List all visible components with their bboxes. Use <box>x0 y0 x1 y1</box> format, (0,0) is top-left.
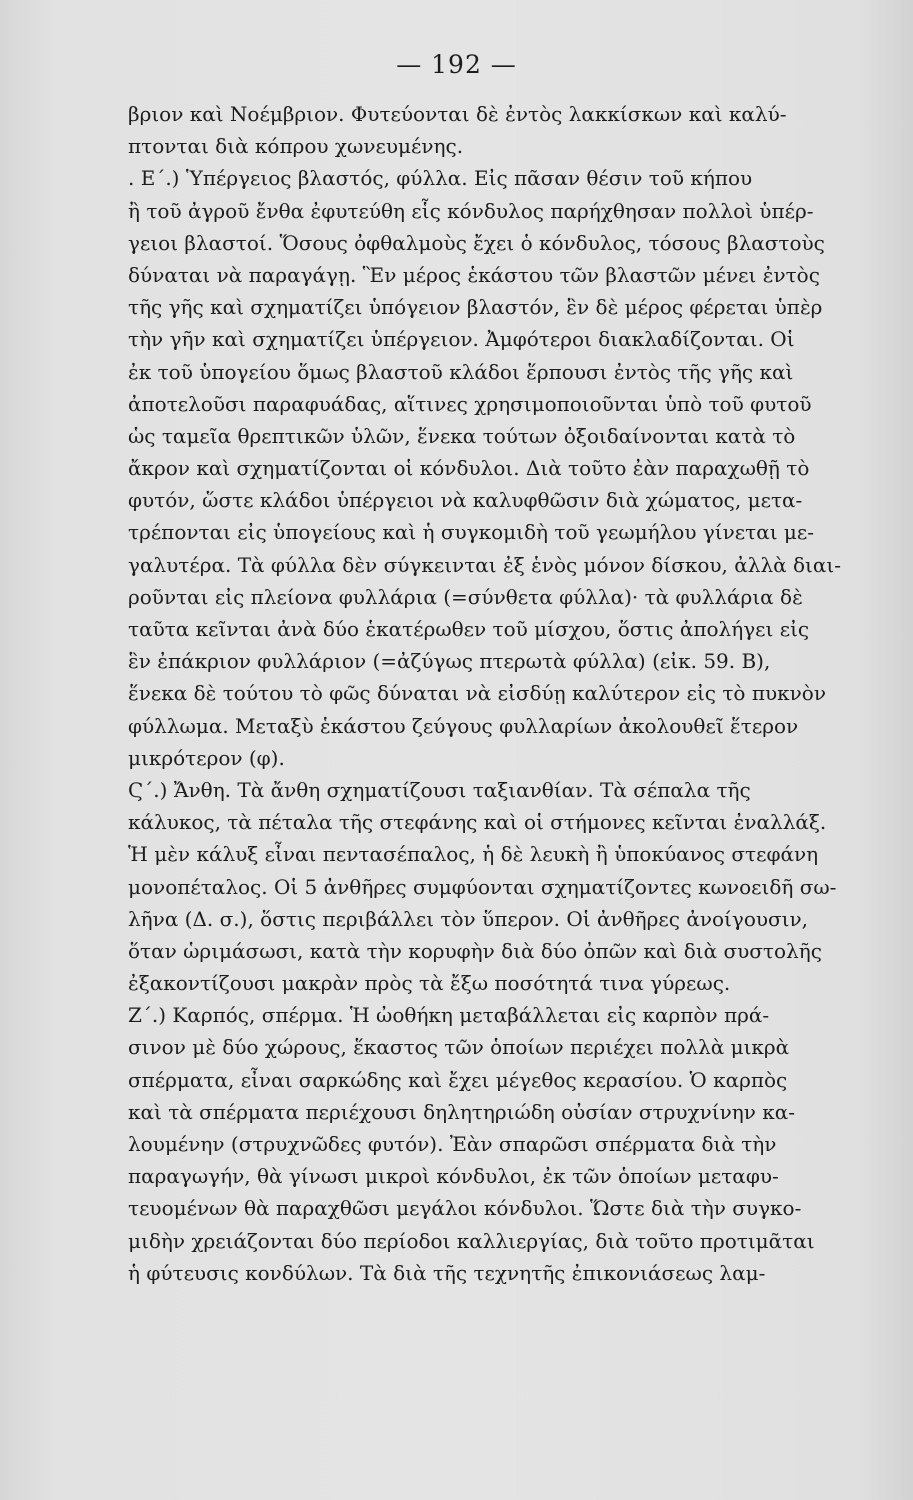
text-line: σπέρματα, εἶναι σαρκώδης καὶ ἔχει μέγεθος κερασίου. Ὁ καρπὸς <box>128 1067 788 1092</box>
text-line: τὴν γῆν καὶ σχηματίζει ὑπέργειον. Ἀμφότεροι διακλαδίζονται. Οἱ <box>128 327 795 352</box>
section-heading-line: . Ε΄.) Ὑπέργειος βλαστός, φύλλα. Εἰς πᾶσαν θέσιν τοῦ κήπου <box>128 166 753 191</box>
body-text <box>128 98 903 1289</box>
text-line: δύναται νὰ παραγάγῃ. Ἓν μέρος ἑκάστου τῶν βλαστῶν μένει ἐντὸς <box>128 262 820 287</box>
text-line: ἕνεκα δὲ τούτου τὸ φῶς δύναται νὰ εἰσδύῃ καλύτερον εἰς τὸ πυκνὸν <box>128 681 826 706</box>
text-line: ὅταν ὡριμάσωσι, κατὰ τὴν κορυφὴν διὰ δύο ὀπῶν καὶ διὰ συστολῆς <box>128 938 822 963</box>
section-heading-line: Ζ΄.) Καρπός, σπέρμα. Ἡ ὠοθήκη μεταβάλλεται εἰς καρπὸν πρά- <box>128 1003 770 1028</box>
text-line: παραγωγήν, θὰ γίνωσι μικροὶ κόνδυλοι, ἐκ τῶν ὁποίων μεταφυ- <box>128 1164 779 1189</box>
text-line: ροῦνται εἰς πλείονα φυλλάρια (=σύνθετα φύλλα)· τὰ φυλλάρια δὲ <box>128 584 803 609</box>
text-line: φυτόν, ὥστε κλάδοι ὑπέργειοι νὰ καλυφθῶσιν διὰ χώματος, μετα- <box>128 488 803 513</box>
text-line: τρέπονται εἰς ὑπογείους καὶ ἡ συγκομιδὴ τοῦ γεωμήλου γίνεται με- <box>128 520 815 545</box>
text-line: φύλλωμα. Μεταξὺ ἑκάστου ζεύγους φυλλαρίων ἀκολουθεῖ ἕτερον <box>128 713 799 738</box>
text-line: γειοι βλαστοί. Ὅσους ὀφθαλμοὺς ἔχει ὁ κόνδυλος, τόσους βλαστοὺς <box>128 230 825 255</box>
text-line: ἐκ τοῦ ὑπογείου ὅμως βλαστοῦ κλάδοι ἕρπουσι ἐντὸς τῆς γῆς καὶ <box>128 359 794 384</box>
text-line: λῆνα (Δ. σ.), ὅστις περιβάλλει τὸν ὕπερον. Οἱ ἀνθῆρες ἀνοίγουσιν, <box>128 906 809 931</box>
text-line: Ἡ μὲν κάλυξ εἶναι πεντασέπαλος, ἡ δὲ λευκὴ ἢ ὑποκύανος στεφάνη <box>128 842 819 867</box>
text-line: λουμένην (στρυχνῶδες φυτόν). Ἐὰν σπαρῶσι σπέρματα διὰ τὴν <box>128 1132 777 1156</box>
text-line: ἓν ἐπάκριον φυλλάριον (=ἀζύγως πτερωτὰ φύλλα) (εἰκ. 59. Β), <box>128 649 771 674</box>
text-line: ἀποτελοῦσι παραφυάδας, αἵτινες χρησιμοποιοῦνται ὑπὸ τοῦ φυτοῦ <box>128 391 812 416</box>
text-line: τῆς γῆς καὶ σχηματίζει ὑπόγειον βλαστόν, ἓν δὲ μέρος φέρεται ὑπὲρ <box>128 295 823 320</box>
text-line: ἡ φύτευσις κονδύλων. Τὰ διὰ τῆς τεχνητῆς ἐπικονιάσεως λαμ- <box>128 1260 766 1285</box>
text-line: σινον μὲ δύο χώρους, ἕκαστος τῶν ὁποίων περιέχει πολλὰ μικρὰ <box>128 1035 790 1060</box>
text-line: μονοπέταλος. Οἱ 5 ἀνθῆρες συμφύονται σχηματίζοντες κωνοειδῆ σω- <box>128 874 837 899</box>
page-number: — 192 — <box>396 50 517 79</box>
text-line: μιδὴν χρειάζονται δύο περίοδοι καλλιεργίας, διὰ τοῦτο προτιμᾶται <box>128 1228 815 1253</box>
text-line: τευομένων θὰ παραχθῶσι μεγάλοι κόνδυλοι. Ὥστε διὰ τὴν συγκο- <box>128 1196 802 1221</box>
text-line: ταῦτα κεῖνται ἀνὰ δύο ἑκατέρωθεν τοῦ μίσχου, ὅστις ἀπολήγει εἰς <box>128 617 810 641</box>
text-line: πτονται διὰ κόπρου χωνευμένης. <box>128 134 464 159</box>
section-heading-line: Ϛ΄.) Ἄνθη. Τὰ ἄνθη σχηματίζουσι ταξιανθίαν. Τὰ σέπαλα τῆς <box>128 777 751 802</box>
text-line: βριον καὶ Νοέμβριον. Φυτεύονται δὲ ἐντὸς λακκίσκων καὶ καλύ- <box>128 102 787 126</box>
text-line: ἢ τοῦ ἀγροῦ ἔνθα ἐφυτεύθη εἷς κόνδυλος παρήχθησαν πολλοὶ ὑπέρ- <box>128 198 814 223</box>
text-line: μικρότερον (φ). <box>128 745 285 770</box>
text-line: ἄκρον καὶ σχηματίζονται οἱ κόνδυλοι. Διὰ τοῦτο ἐὰν παραχωθῇ τὸ <box>128 456 810 481</box>
text-line: κάλυκος, τὰ πέταλα τῆς στεφάνης καὶ οἱ στήμονες κεῖνται ἐναλλάξ. <box>128 810 827 835</box>
text-line: καὶ τὰ σπέρματα περιέχουσι δηλητηριώδη οὐσίαν στρυχνίνην κα- <box>128 1099 796 1124</box>
text-line: ὡς ταμεῖα θρεπτικῶν ὑλῶν, ἕνεκα τούτων ὀξοιδαίνονται κατὰ τὸ <box>128 423 796 448</box>
text-line: γαλυτέρα. Τὰ φύλλα δὲν σύγκεινται ἐξ ἑνὸς μόνον δίσκου, ἀλλὰ διαι- <box>128 552 841 577</box>
text-line: ἐξακοντίζουσι μακρὰν πρὸς τὰ ἔξω ποσότητά τινα γύρεως. <box>128 971 731 996</box>
